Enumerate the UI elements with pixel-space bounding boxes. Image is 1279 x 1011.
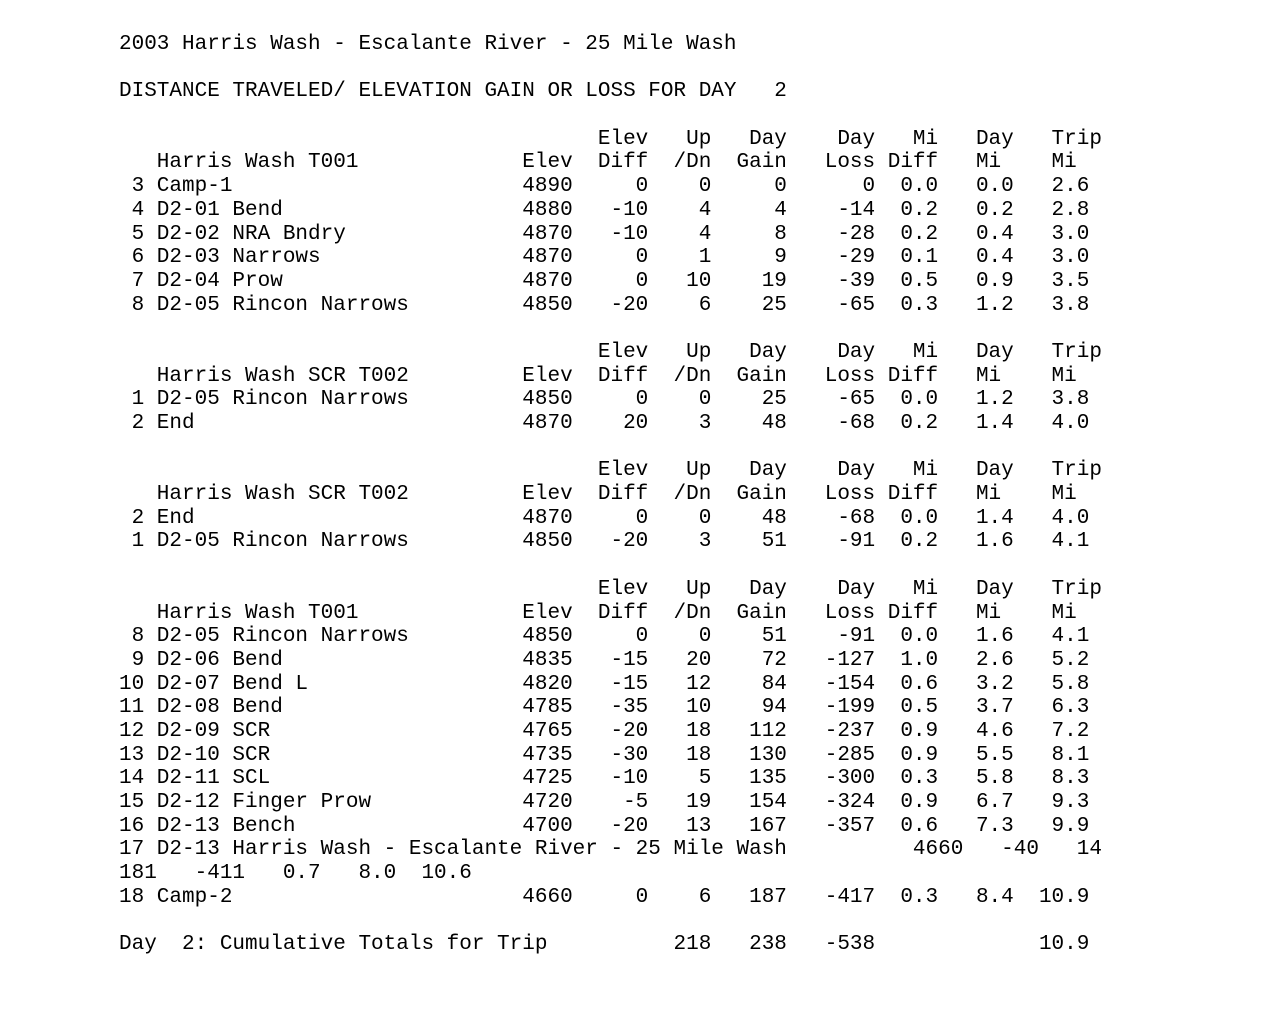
blank-line (119, 317, 1259, 341)
table-row: 7 D2-04 Prow 4870 0 10 19 -39 0.5 0.9 3.5 (119, 269, 1090, 293)
cumulative-totals: Day 2: Cumulative Totals for Trip 218 238 -538 10.9 (119, 933, 1090, 957)
table-row-wrapped-continuation: 181 -411 0.7 8.0 10.6 (119, 862, 472, 886)
table-row: 2 End 4870 20 3 48 -68 0.2 1.4 4.0 (119, 412, 1090, 435)
table-row: 8 D2-05 Rincon Narrows 4850 0 0 51 -91 0.0 1.6 4.1 (119, 625, 1090, 649)
blank-line (119, 104, 1259, 128)
report-subtitle: DISTANCE TRAVELED/ ELEVATION GAIN OR LOSS FOR DAY 2 (119, 80, 787, 104)
table-row: 1 D2-05 Rincon Narrows 4850 0 0 25 -65 0.0 1.2 3.8 (119, 388, 1090, 412)
table-row: 2 End 4870 0 0 48 -68 0.0 1.4 4.0 (119, 506, 1090, 530)
blank-line (119, 554, 1259, 578)
table-row: 4 D2-01 Bend 4880 -10 4 4 -14 0.2 0.2 2.8 (119, 198, 1090, 222)
table-row: 9 D2-06 Bend 4835 -15 20 72 -127 1.0 2.6 5.2 (119, 648, 1090, 672)
trip-report (119, 33, 1259, 957)
table-header-row-2: Harris Wash SCR T002 Elev Diff /Dn Gain Loss Diff Mi Mi (119, 483, 1077, 507)
table-row: 3 Camp-1 4890 0 0 0 0 0.0 0.0 2.6 (119, 175, 1090, 199)
table-row: 6 D2-03 Narrows 4870 0 1 9 -29 0.1 0.4 3.0 (119, 246, 1090, 270)
table-header-row-2: Harris Wash SCR T002 Elev Diff /Dn Gain Loss Diff Mi Mi (119, 364, 1077, 388)
table-row: 5 D2-02 NRA Bndry 4870 -10 4 8 -28 0.2 0.4 3.0 (119, 222, 1090, 246)
table-header-row-2: Harris Wash T001 Elev Diff /Dn Gain Loss Diff Mi Mi (119, 151, 1077, 175)
table-row-wrapped: 17 D2-13 Harris Wash - Escalante River - 25 Mile Wash 4660 -40 14 (119, 838, 1102, 862)
table-row: 11 D2-08 Bend 4785 -35 10 94 -199 0.5 3.7 6.3 (119, 696, 1090, 720)
blank-line (119, 436, 1259, 460)
table-header-row-1: Elev Up Day Day Mi Day Trip (119, 340, 1102, 364)
table-row: 14 D2-11 SCL 4725 -10 5 135 -300 0.3 5.8 8.3 (119, 767, 1090, 791)
table-row: 12 D2-09 SCR 4765 -20 18 112 -237 0.9 4.6 7.2 (119, 719, 1090, 743)
table-row: 16 D2-13 Bench 4700 -20 13 167 -357 0.6 7.3 9.9 (119, 814, 1090, 838)
table-header-row-2: Harris Wash T001 Elev Diff /Dn Gain Loss Diff Mi Mi (119, 601, 1077, 625)
report-title: 2003 Harris Wash - Escalante River - 25 Mile Wash (119, 33, 737, 56)
table-row: 8 D2-05 Rincon Narrows 4850 -20 6 25 -65 0.3 1.2 3.8 (119, 293, 1090, 317)
table-header-row-1: Elev Up Day Day Mi Day Trip (119, 459, 1102, 483)
table-row: 1 D2-05 Rincon Narrows 4850 -20 3 51 -91 0.2 1.6 4.1 (119, 530, 1090, 554)
table-row: 10 D2-07 Bend L 4820 -15 12 84 -154 0.6 3.2 5.8 (119, 672, 1090, 696)
blank-line (119, 57, 1259, 81)
table-row: 13 D2-10 SCR 4735 -30 18 130 -285 0.9 5.5 8.1 (119, 743, 1090, 767)
table-row: 15 D2-12 Finger Prow 4720 -5 19 154 -324 0.9 6.7 9.3 (119, 791, 1090, 814)
table-header-row-1: Elev Up Day Day Mi Day Trip (119, 577, 1102, 601)
blank-line (119, 909, 1259, 933)
table-header-row-1: Elev Up Day Day Mi Day Trip (119, 127, 1102, 151)
table-row: 18 Camp-2 4660 0 6 187 -417 0.3 8.4 10.9 (119, 885, 1090, 909)
